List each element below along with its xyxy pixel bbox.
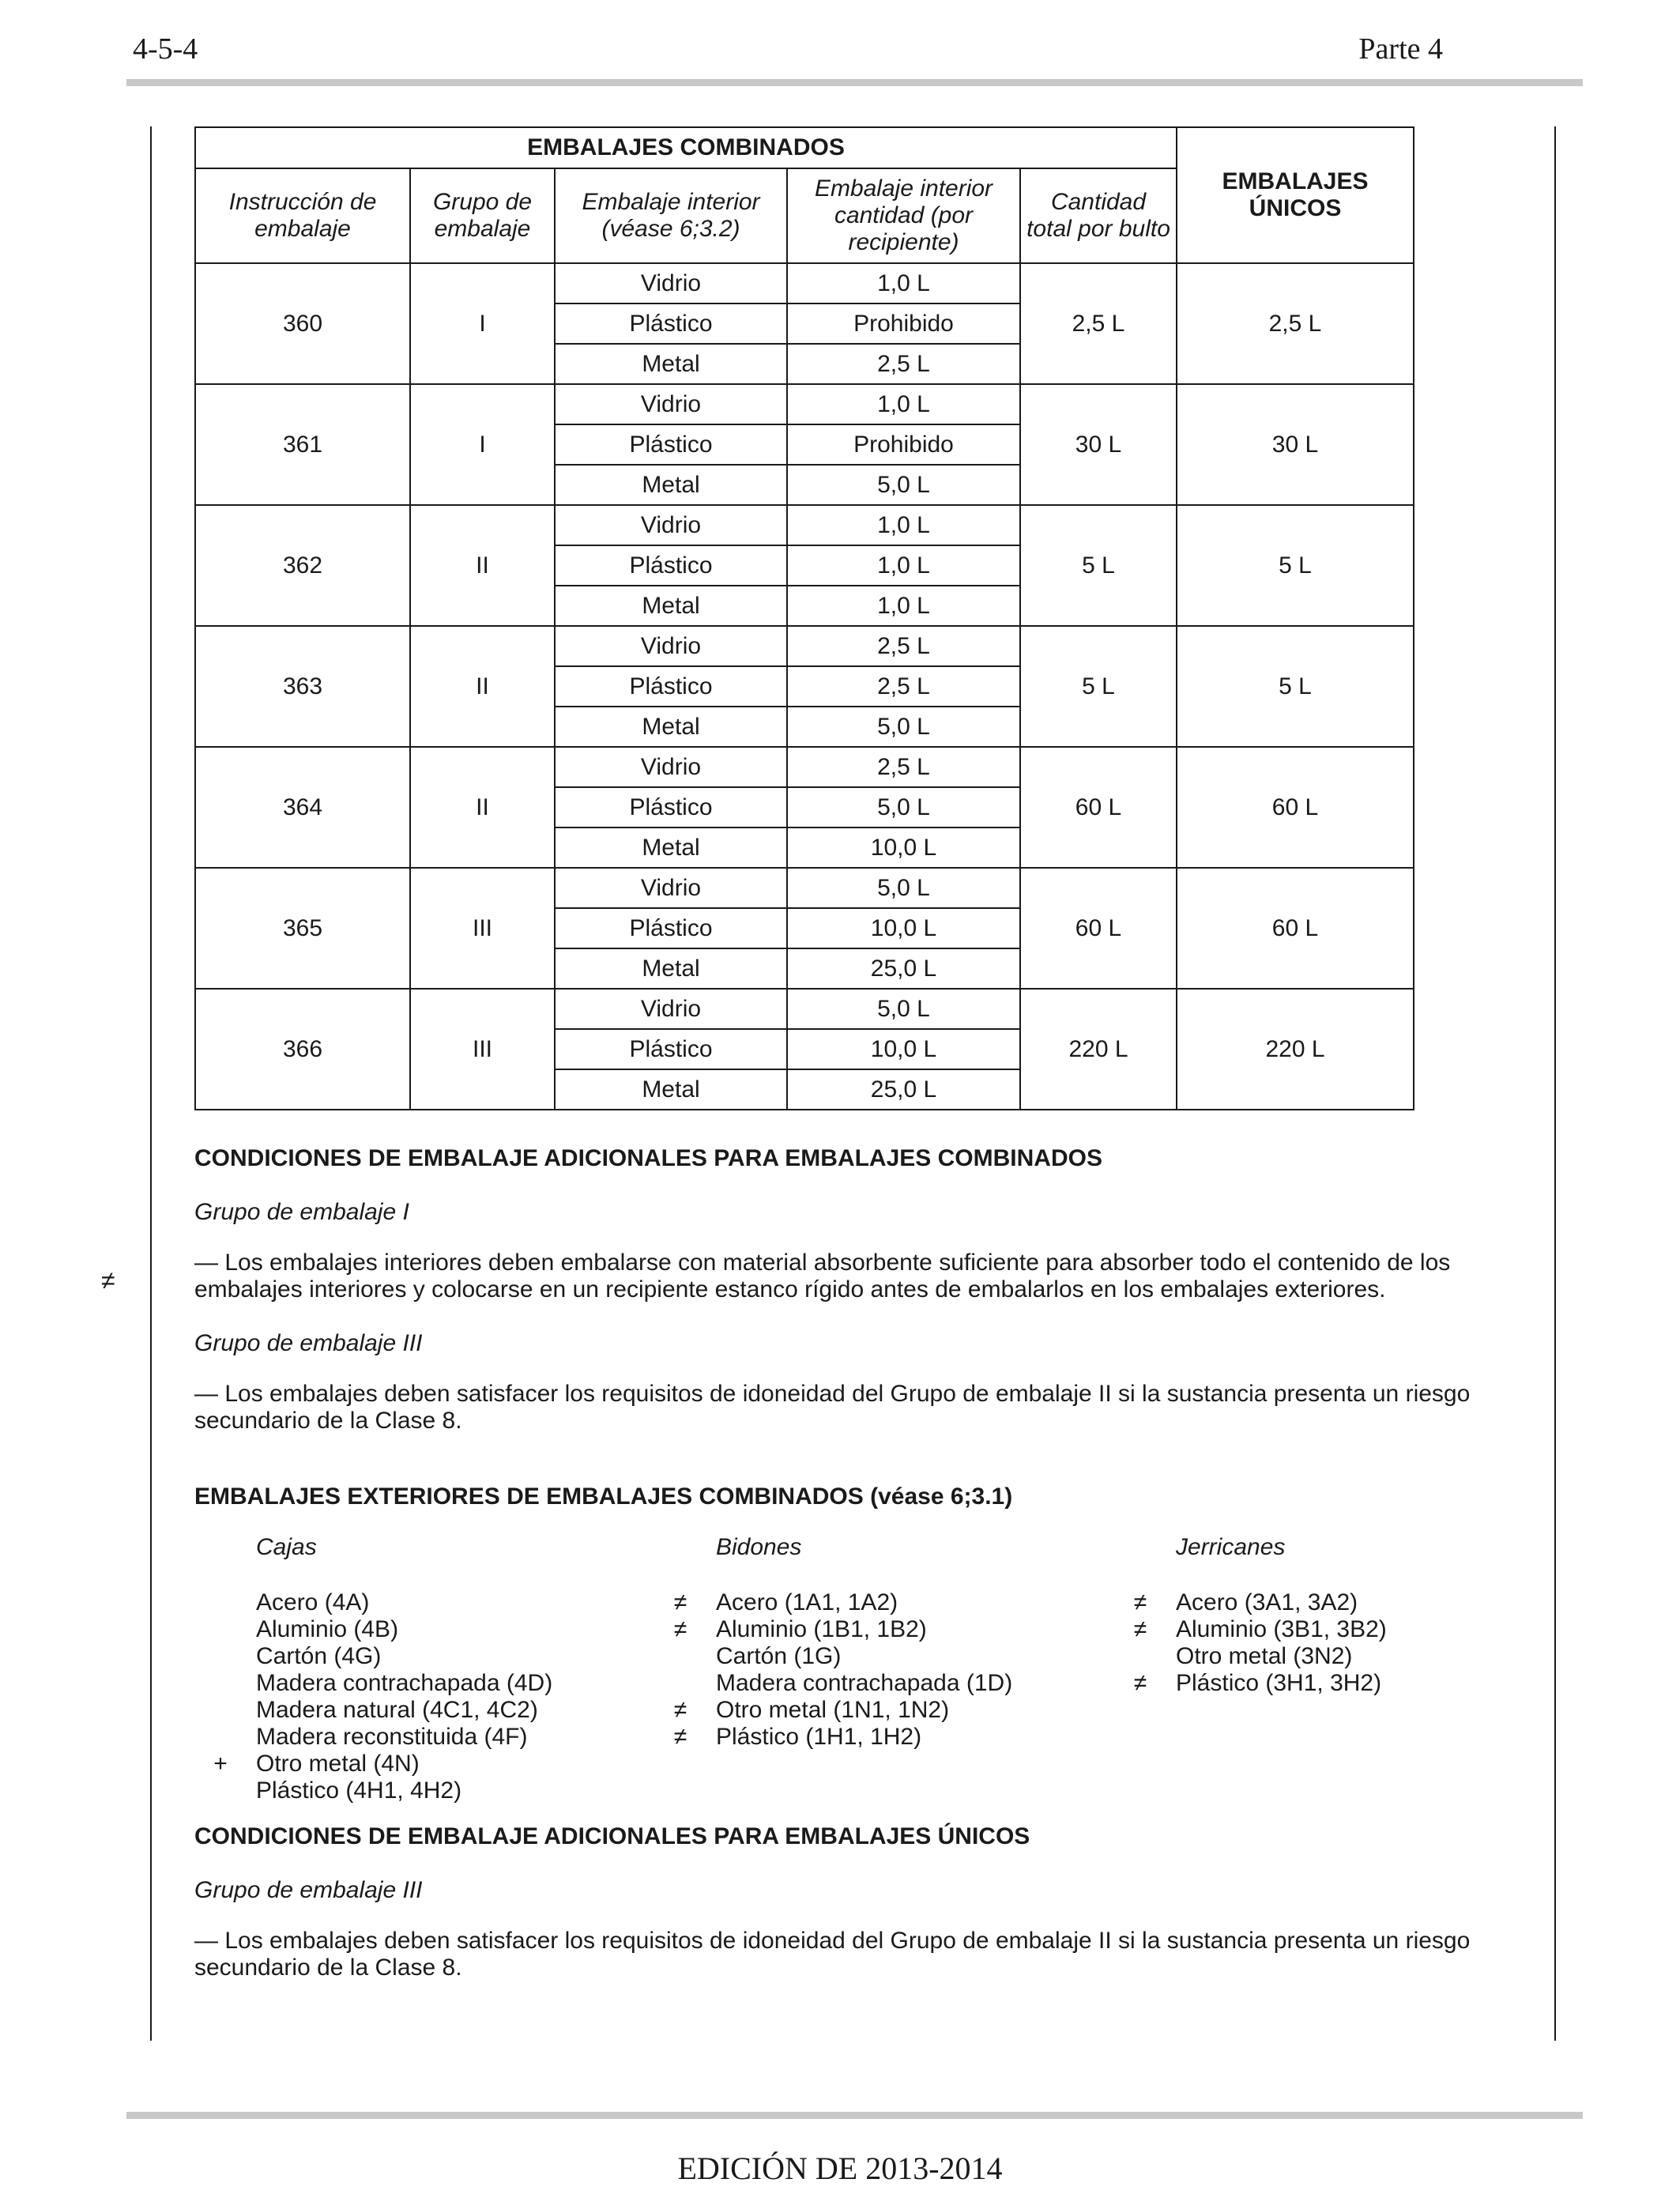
total-cell: 30 L [1020, 384, 1177, 505]
list-item [716, 1670, 1012, 1697]
packaging-list [1133, 1589, 1387, 1697]
col-inner: Embalaje interior (véase 6;3.2) [555, 168, 787, 263]
col-inner-qty: Embalaje interior cantidad (por recipiente) [787, 168, 1020, 263]
list-item [1133, 1589, 1387, 1616]
header-rule [126, 79, 1583, 86]
packaging-list [673, 1589, 1013, 1751]
inner-quantity-cell: 10,0 L [787, 1029, 1020, 1069]
combined-conditions-title: CONDICIONES DE EMBALAJE ADICIONALES PARA EMBALAJES COMBINADOS [194, 1145, 1102, 1171]
total-cell: 220 L [1020, 989, 1177, 1110]
change-mark-icon: ≠ [101, 1266, 115, 1295]
item-label: Plástico (3H1, 3H2) [1176, 1670, 1382, 1696]
group-cell: II [410, 626, 555, 747]
inner-material-cell: Vidrio [555, 384, 787, 424]
single-pg3-text: — Los embalajes deben satisfacer los requisitos de idoneidad del Grupo de embalaje II si la sustancia presenta un riesgo secundario de la Clase 8. [194, 1928, 1471, 1981]
group-cell: I [410, 263, 555, 384]
inner-quantity-cell: 2,5 L [787, 666, 1020, 707]
group-cell: III [410, 868, 555, 989]
inner-material-cell: Plástico [555, 787, 787, 827]
inner-material-cell: Metal [555, 827, 787, 868]
inner-quantity-cell: 25,0 L [787, 1069, 1020, 1110]
item-label: Otro metal (3N2) [1176, 1643, 1353, 1669]
table-row [195, 384, 1414, 424]
total-cell: 60 L [1020, 747, 1177, 868]
total-cell: 2,5 L [1020, 263, 1177, 384]
change-mark-icon: ≠ [1133, 1670, 1147, 1696]
change-mark-icon: ≠ [673, 1589, 687, 1615]
packaging-list [213, 1589, 553, 1804]
item-label: Madera reconstituida (4F) [256, 1724, 528, 1750]
inner-quantity-cell: 2,5 L [787, 747, 1020, 787]
change-mark-icon: ≠ [673, 1724, 687, 1750]
column-heading: Bidones [716, 1534, 802, 1560]
inner-quantity-cell: 5,0 L [787, 465, 1020, 505]
change-mark-icon: ≠ [1133, 1616, 1147, 1642]
total-cell: 60 L [1020, 868, 1177, 989]
jerricanes-column [1133, 1534, 1387, 1697]
item-label: Plástico (1H1, 1H2) [716, 1724, 922, 1750]
column-heading: Cajas [256, 1534, 317, 1560]
list-item [256, 1670, 552, 1697]
inner-material-cell: Metal [555, 344, 787, 384]
page-number: 4-5-4 [133, 32, 198, 66]
pg3-heading: Grupo de embalaje III [194, 1330, 423, 1356]
page-content [194, 126, 1522, 1981]
inner-quantity-cell: 5,0 L [787, 868, 1020, 908]
item-label: Aluminio (1B1, 1B2) [716, 1616, 927, 1642]
list-item [256, 1589, 552, 1616]
inner-quantity-cell: 1,0 L [787, 263, 1020, 303]
inner-quantity-cell: Prohibido [787, 303, 1020, 344]
pg1-heading: Grupo de embalaje I [194, 1199, 409, 1225]
single-cell: 60 L [1177, 747, 1414, 868]
table-body [195, 263, 1414, 1110]
inner-material-cell: Plástico [555, 908, 787, 948]
outer-packaging-columns [194, 1534, 1522, 1819]
instruction-cell: 361 [195, 384, 410, 505]
left-margin-line [150, 126, 152, 2041]
outer-packaging-title: EMBALAJES EXTERIORES DE EMBALAJES COMBINADOS (véase 6;3.1) [194, 1483, 1013, 1510]
item-label: Plástico (4H1, 4H2) [256, 1777, 462, 1804]
item-label: Acero (4A) [256, 1589, 370, 1615]
change-mark-icon: ≠ [673, 1697, 687, 1723]
item-label: Aluminio (4B) [256, 1616, 399, 1642]
table-row [195, 263, 1414, 303]
inner-material-cell: Vidrio [555, 868, 787, 908]
instruction-cell: 360 [195, 263, 410, 384]
inner-quantity-cell: 1,0 L [787, 384, 1020, 424]
col-group: Grupo de embalaje [410, 168, 555, 263]
single-cell: 30 L [1177, 384, 1414, 505]
single-header: EMBALAJES ÚNICOS [1177, 127, 1414, 263]
inner-material-cell: Plástico [555, 1029, 787, 1069]
single-conditions-title: CONDICIONES DE EMBALAJE ADICIONALES PARA EMBALAJES ÚNICOS [194, 1823, 1030, 1849]
list-item [256, 1697, 552, 1724]
change-mark-icon: + [213, 1751, 228, 1777]
part-label: Parte 4 [1358, 32, 1443, 66]
group-cell: II [410, 747, 555, 868]
list-item [673, 1697, 1012, 1724]
combined-header: EMBALAJES COMBINADOS [195, 127, 1177, 168]
single-cell: 5 L [1177, 626, 1414, 747]
item-label: Acero (1A1, 1A2) [716, 1589, 898, 1615]
inner-quantity-cell: 10,0 L [787, 827, 1020, 868]
single-cell: 5 L [1177, 505, 1414, 626]
item-label: Madera natural (4C1, 4C2) [256, 1697, 538, 1723]
inner-material-cell: Metal [555, 948, 787, 989]
inner-quantity-cell: 25,0 L [787, 948, 1020, 989]
list-item [256, 1616, 552, 1643]
table-row [195, 989, 1414, 1029]
inner-material-cell: Plástico [555, 424, 787, 465]
inner-material-cell: Vidrio [555, 263, 787, 303]
group-cell: III [410, 989, 555, 1110]
total-cell: 5 L [1020, 505, 1177, 626]
instruction-cell: 362 [195, 505, 410, 626]
list-item [673, 1616, 1012, 1643]
packing-table [194, 126, 1414, 1110]
list-item [1133, 1670, 1387, 1697]
inner-quantity-cell: 5,0 L [787, 787, 1020, 827]
item-label: Madera contrachapada (1D) [716, 1670, 1013, 1696]
list-item [1133, 1616, 1387, 1643]
list-item [213, 1751, 552, 1777]
single-cell: 2,5 L [1177, 263, 1414, 384]
inner-material-cell: Vidrio [555, 626, 787, 666]
col-total: Cantidad total por bulto [1020, 168, 1177, 263]
table-row [195, 868, 1414, 908]
footer-rule [126, 2112, 1583, 2119]
table-row [195, 626, 1414, 666]
list-item [673, 1589, 1012, 1616]
list-item [1176, 1643, 1387, 1670]
inner-material-cell: Plástico [555, 545, 787, 586]
single-cell: 60 L [1177, 868, 1414, 989]
item-label: Otro metal (1N1, 1N2) [716, 1697, 950, 1723]
inner-material-cell: Plástico [555, 666, 787, 707]
single-cell: 220 L [1177, 989, 1414, 1110]
inner-material-cell: Plástico [555, 303, 787, 344]
instruction-cell: 363 [195, 626, 410, 747]
inner-material-cell: Vidrio [555, 505, 787, 545]
inner-quantity-cell: 2,5 L [787, 344, 1020, 384]
item-label: Cartón (4G) [256, 1643, 382, 1669]
item-label: Otro metal (4N) [256, 1751, 420, 1777]
single-pg3-heading: Grupo de embalaje III [194, 1877, 423, 1903]
inner-quantity-cell: 1,0 L [787, 586, 1020, 626]
inner-material-cell: Metal [555, 586, 787, 626]
total-cell: 5 L [1020, 626, 1177, 747]
list-item [256, 1643, 552, 1670]
inner-quantity-cell: 10,0 L [787, 908, 1020, 948]
inner-material-cell: Metal [555, 707, 787, 747]
list-item [256, 1777, 552, 1804]
group-cell: I [410, 384, 555, 505]
inner-quantity-cell: Prohibido [787, 424, 1020, 465]
right-margin-line [1554, 126, 1556, 2041]
change-mark-icon: ≠ [673, 1616, 687, 1642]
pg3-text: — Los embalajes deben satisfacer los requisitos de idoneidad del Grupo de embalaje II si la sustancia presenta un riesgo secundario de la Clase 8. [194, 1381, 1471, 1434]
instruction-cell: 366 [195, 989, 410, 1110]
bidones-column [673, 1534, 1013, 1751]
column-heading: Jerricanes [1176, 1534, 1286, 1560]
inner-material-cell: Metal [555, 1069, 787, 1110]
edition-footer: EDICIÓN DE 2013-2014 [677, 2151, 1003, 2186]
inner-material-cell: Vidrio [555, 747, 787, 787]
col-instruction: Instrucción de embalaje [195, 168, 410, 263]
inner-quantity-cell: 2,5 L [787, 626, 1020, 666]
inner-quantity-cell: 1,0 L [787, 505, 1020, 545]
item-label: Aluminio (3B1, 3B2) [1176, 1616, 1387, 1642]
item-label: Cartón (1G) [716, 1643, 842, 1669]
instruction-cell: 365 [195, 868, 410, 989]
inner-material-cell: Vidrio [555, 989, 787, 1029]
change-mark-icon: ≠ [1133, 1589, 1147, 1615]
pg1-text: — Los embalajes interiores deben embalarse con material absorbente suficiente para absorber todo el contenido de los embalajes interiores y colocarse en un recipiente estanco rígido antes de embalarlos en los embalajes exteriores. [194, 1250, 1451, 1302]
table-row [195, 505, 1414, 545]
list-item [673, 1724, 1012, 1751]
list-item [716, 1643, 1012, 1670]
table-row [195, 747, 1414, 787]
inner-quantity-cell: 1,0 L [787, 545, 1020, 586]
cajas-column [213, 1534, 553, 1804]
inner-quantity-cell: 5,0 L [787, 989, 1020, 1029]
inner-quantity-cell: 5,0 L [787, 707, 1020, 747]
group-cell: II [410, 505, 555, 626]
list-item [256, 1724, 552, 1751]
instruction-cell: 364 [195, 747, 410, 868]
item-label: Madera contrachapada (4D) [256, 1670, 553, 1696]
inner-material-cell: Metal [555, 465, 787, 505]
item-label: Acero (3A1, 3A2) [1176, 1589, 1358, 1615]
